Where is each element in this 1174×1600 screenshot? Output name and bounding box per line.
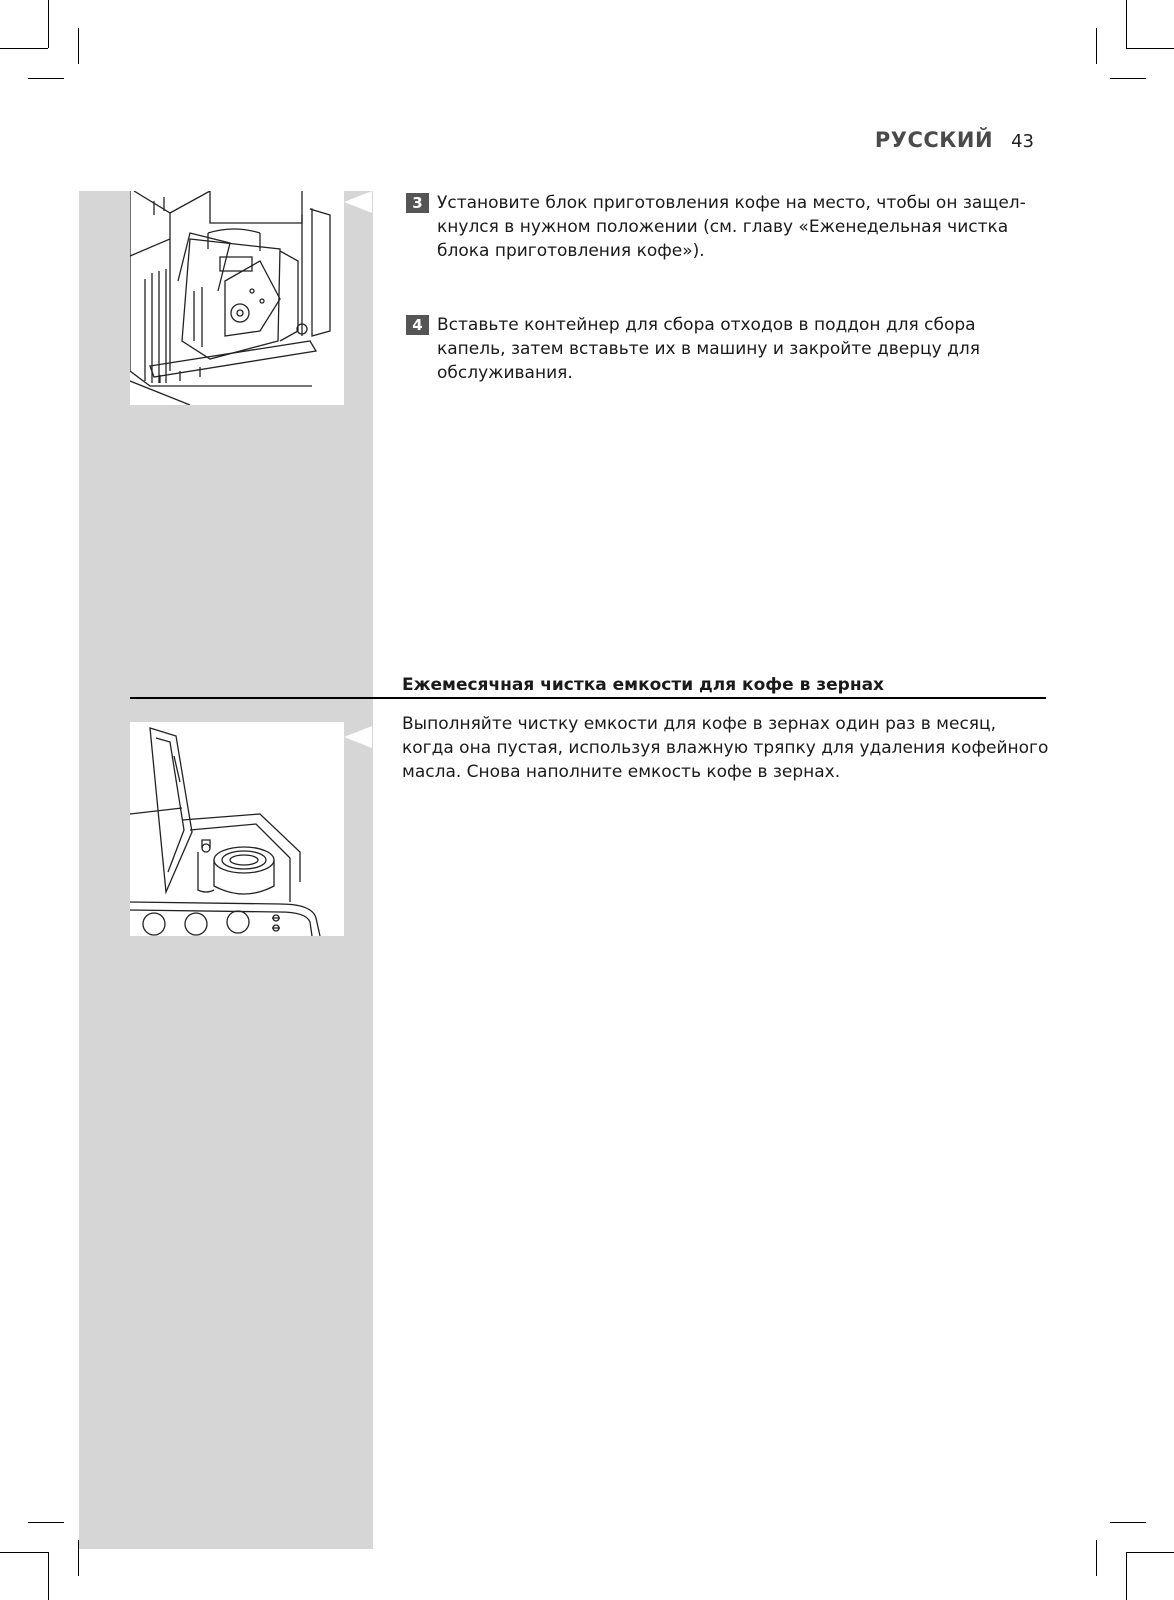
step-number-badge: 3: [406, 193, 429, 213]
crop-mark: [78, 28, 79, 64]
page-number: 43: [1011, 131, 1034, 152]
crop-mark: [1126, 48, 1174, 49]
section-body: Выполняйте чистку емкости для кофе в зернах один раз в месяц, когда она пустая, используя влажную тряпку для удаления кофейного масла. Снова наполните емкость кофе в зернах.: [402, 714, 1049, 782]
crop-mark: [1126, 1552, 1127, 1600]
crop-mark: [1110, 78, 1146, 79]
crop-mark: [1126, 1552, 1174, 1553]
figure-pointer: [344, 726, 372, 748]
step-number-badge: 4: [406, 315, 429, 335]
crop-mark: [48, 1552, 49, 1600]
crop-mark: [28, 1522, 64, 1523]
figure-pointer: [344, 191, 372, 213]
step-text: Установите блок приготовления кофе на место, чтобы он защел-кнулся в нужном положении (см. главу «Еженедельная чистка блока приготовления кофе»).: [437, 193, 1026, 261]
crop-mark: [0, 1552, 48, 1553]
crop-mark: [1126, 0, 1127, 48]
brew-unit-illustration: [130, 191, 344, 405]
page-header: [875, 128, 1034, 152]
crop-mark: [48, 0, 49, 48]
step-3: [406, 191, 1046, 263]
section-divider: [130, 697, 1046, 699]
section-title: Ежемесячная чистка емкости для кофе в зернах: [402, 675, 885, 695]
crop-mark: [1096, 28, 1097, 64]
crop-mark: [0, 48, 48, 49]
crop-mark: [1110, 1522, 1146, 1523]
language-label: РУССКИЙ: [874, 128, 994, 152]
crop-mark: [1096, 1540, 1097, 1576]
crop-mark: [28, 78, 64, 79]
bean-container-illustration: [130, 722, 344, 936]
step-text: Вставьте контейнер для сбора отходов в поддон для сбора капель, затем вставьте их в машину и закройте дверцу для обслуживания.: [437, 315, 980, 383]
step-4: [406, 313, 1046, 385]
